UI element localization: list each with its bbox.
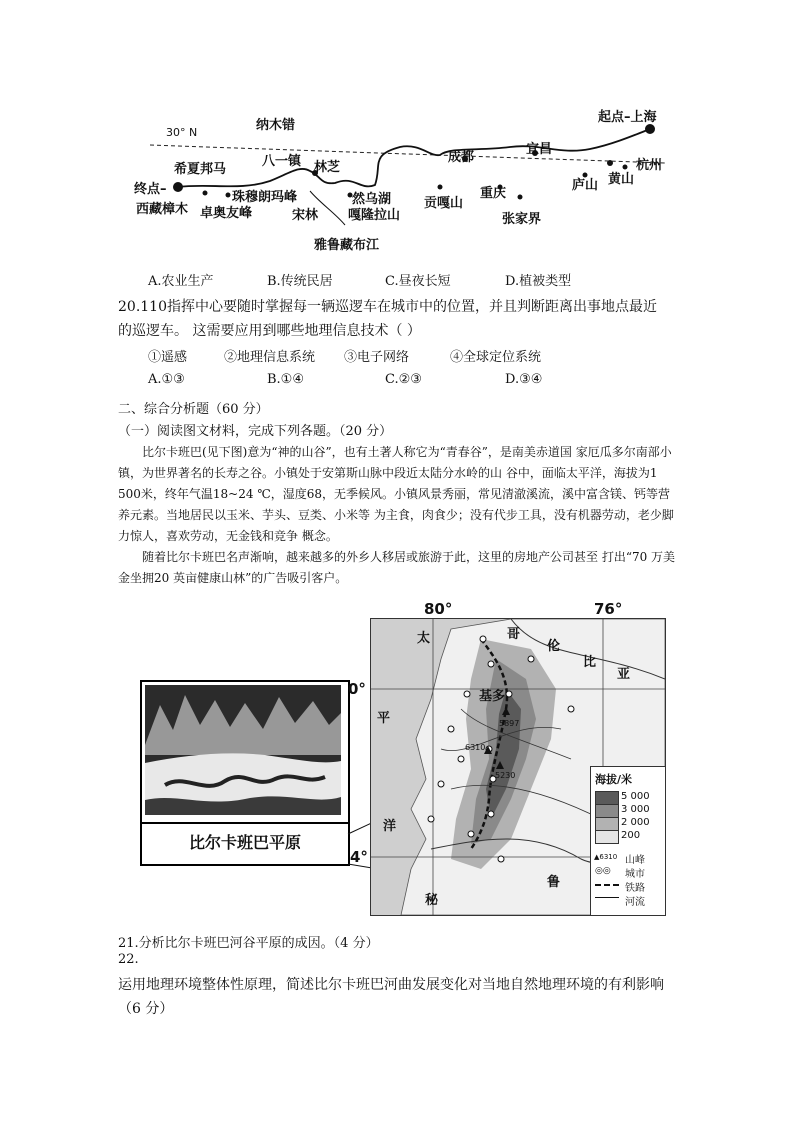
map-legend xyxy=(590,766,665,915)
photo-caption: 比尔卡班巴平原 xyxy=(142,822,348,864)
legend-level-5000: 5 000 xyxy=(621,791,650,802)
place-namucuo: 纳木错 xyxy=(256,118,296,133)
passage xyxy=(118,442,678,589)
place-songlin: 宋林 xyxy=(292,208,319,223)
place-zhumulangma: 珠穆朗玛峰 xyxy=(232,190,298,205)
legend-peak-sample: 6310 xyxy=(599,853,618,861)
start-label: 起点–上海 xyxy=(598,110,657,125)
lat-bottom-label: 4° xyxy=(350,848,368,866)
map-label-ya: 亚 xyxy=(617,667,631,682)
q20-item-2: ②地理信息系统 xyxy=(224,350,316,365)
q19-option-b: B.传统民居 xyxy=(267,274,333,289)
q22-line1: 运用地理环境整体性原理，简述比尔卡班巴河曲发展变化对当地自然地理环境的有利影响 xyxy=(118,977,664,993)
place-ranwuhu: 然乌湖 xyxy=(352,192,392,207)
latitude-line xyxy=(150,145,665,163)
legend-railway-icon xyxy=(595,884,619,889)
place-chengdu: 成都 xyxy=(448,150,475,165)
place-lushan: 庐山 xyxy=(572,178,599,193)
legend-swatch-200 xyxy=(595,830,619,844)
peak-label-5230: 5230 xyxy=(495,771,516,780)
q19-option-d: D.植被类型 xyxy=(505,274,572,289)
place-zhuoaoyou: 卓奥友峰 xyxy=(200,206,253,221)
end-point-marker xyxy=(173,182,183,192)
legend-peak-icon: ▲6310 xyxy=(594,853,618,861)
legend-peak-label: 山峰 xyxy=(625,855,645,866)
peak-dot xyxy=(203,191,208,196)
legend-river-icon xyxy=(595,897,619,901)
map-label-mi: 秘 xyxy=(425,893,439,908)
legend-level-3000: 3 000 xyxy=(621,804,650,815)
legend-city-label: 城市 xyxy=(625,869,645,880)
end-label: 终点– xyxy=(134,182,167,197)
place-galongla: 嘎隆拉山 xyxy=(348,208,401,223)
map-label-yang: 洋 xyxy=(383,819,397,834)
map-label-lu: 鲁 xyxy=(547,875,561,890)
peak-dot xyxy=(518,195,523,200)
map-label-ge: 哥 xyxy=(507,627,521,642)
peak-label-5897: 5897 xyxy=(499,719,520,728)
lon-right-label: 76° xyxy=(594,600,623,618)
photo-image xyxy=(145,685,341,815)
map-label-ping: 平 xyxy=(377,711,391,726)
latitude-label: 30° N xyxy=(166,126,198,139)
peak-dot xyxy=(438,185,443,190)
q22-line2: （6 分） xyxy=(118,1001,174,1017)
lon-left-label: 80° xyxy=(424,600,453,618)
start-point-marker xyxy=(645,124,655,134)
lat-top-label: 0° xyxy=(348,680,366,698)
q19-option-c: C.昼夜长短 xyxy=(385,274,451,289)
place-chongqing: 重庆 xyxy=(480,186,507,201)
plain-photo xyxy=(140,680,350,866)
place-gonggashan: 贡嘎山 xyxy=(424,196,464,211)
place-yarlung: 雅鲁藏布江 xyxy=(314,238,380,253)
q20-item-1: ①遥感 xyxy=(148,350,188,365)
q20-item-4: ④全球定位系统 xyxy=(450,350,542,365)
q20-option-b: B.①④ xyxy=(267,372,304,387)
place-zhangmu: 西藏樟木 xyxy=(136,202,189,217)
legend-level-2000: 2 000 xyxy=(621,817,650,828)
q20-option-d: D.③④ xyxy=(505,372,543,387)
place-linzhi: 林芝 xyxy=(314,160,341,175)
legend-swatch-3000 xyxy=(595,804,619,818)
legend-swatch-5000 xyxy=(595,791,619,805)
sub-heading: （一）阅读图文材料，完成下列各题。（20 分） xyxy=(118,424,393,439)
legend-level-200: 200 xyxy=(621,830,641,841)
q21-text: 21.分析比尔卡班巴河谷平原的成因。（4 分） xyxy=(118,936,379,951)
legend-river-label: 河流 xyxy=(625,897,645,908)
q20-line1: 20.110指挥中心要随时掌握每一辆巡逻车在城市中的位置，并且判断距离出事地点最近 xyxy=(118,299,657,315)
peak-label-6310: 6310 xyxy=(465,743,486,752)
place-xixiabangma: 希夏邦马 xyxy=(174,162,227,177)
legend-city-icon: ◎◎ xyxy=(595,866,611,876)
section-heading: 二、综合分析题（60 分） xyxy=(118,402,269,417)
q22-number: 22. xyxy=(118,952,139,967)
place-huangshan: 黄山 xyxy=(608,172,635,187)
map-label-bi: 比 xyxy=(583,655,597,670)
q20-item-3: ③电子网络 xyxy=(344,350,410,365)
place-hangzhou: 杭州 xyxy=(636,158,663,173)
place-yichang: 宜昌 xyxy=(526,142,553,157)
legend-railway-label: 铁路 xyxy=(625,883,645,894)
place-bayizhen: 八一镇 xyxy=(262,154,302,169)
map-label-quito: 基多 xyxy=(479,689,506,704)
q20-option-a: A.①③ xyxy=(148,372,185,387)
peak-dot xyxy=(226,193,231,198)
map-label-lun: 伦 xyxy=(547,639,561,654)
place-zhangjiajie: 张家界 xyxy=(502,212,542,227)
city-dot xyxy=(607,160,613,166)
legend-swatch-2000 xyxy=(595,817,619,831)
passage-para2: 随着比尔卡班巴名声渐响，越来越多的外乡人移居或旅游于此，这里的房地产公司甚至 打出“70 万美金坐拥20 英亩健康山林”的广告吸引客户。 xyxy=(118,550,676,585)
q20-line2: 的巡逻车。 这需要应用到哪些地理信息技术（ ） xyxy=(118,323,421,339)
passage-para1: 比尔卡班巴(见下图)意为“神的山谷”，也有土著人称它为“青春谷”，是南美赤道国 家厄瓜多尔南部小镇，为世界著名的长寿之谷。小镇处于安第斯山脉中段近太陆分水岭的山 谷中，面临太平洋，海拔为1 500米，终年气温18~24 ℃，湿度68，无季候风。小镇风景秀丽，常见清澈溪流，溪中富含镁、钙等营养元素。当地居民以玉米、芋头、豆类、小米等 为主食，肉食少；没有代步工具，没有机器劳动，老少脚力惊人，喜欢劳动，无金钱和竞争 概念。 xyxy=(118,445,674,543)
map-label-tai: 太 xyxy=(417,631,431,646)
legend-title: 海拔/米 xyxy=(595,773,633,786)
q20-option-c: C.②③ xyxy=(385,372,422,387)
q19-option-a: A.农业生产 xyxy=(148,274,214,289)
